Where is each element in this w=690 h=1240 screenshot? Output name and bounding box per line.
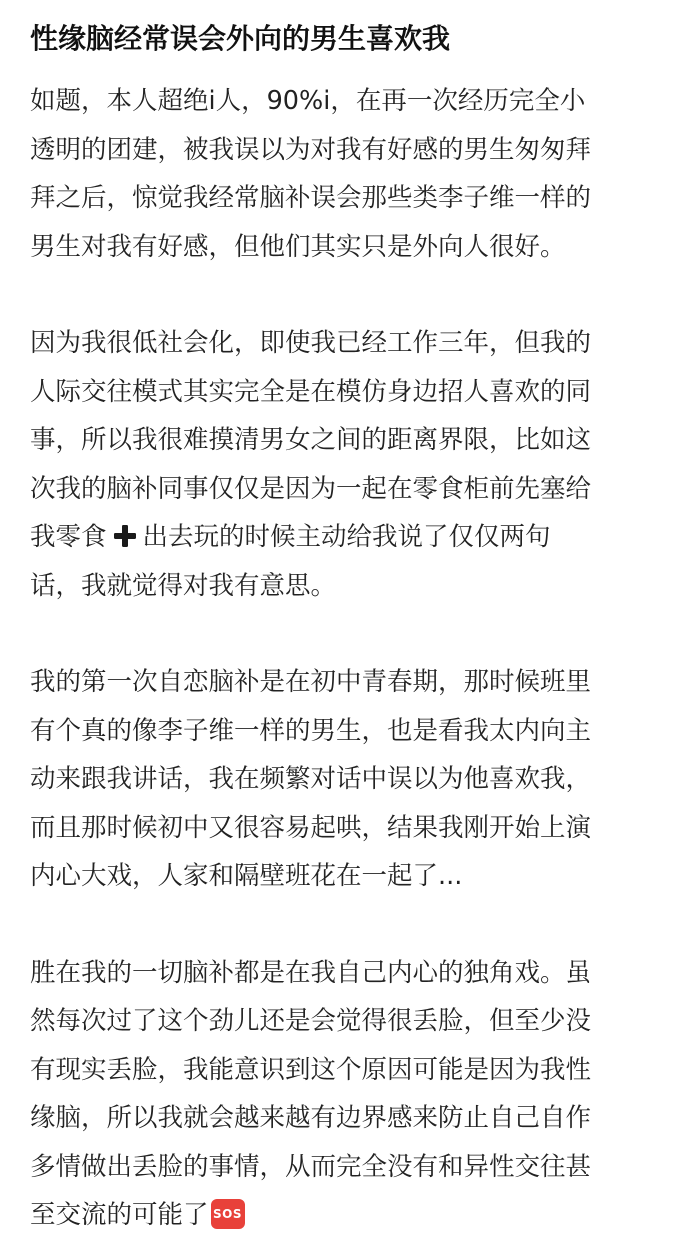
- text-fragment: 出去玩的时候主动给我说了仅仅两句: [142, 522, 551, 552]
- text-line: 如题，本人超绝i人，90%i，在再一次经历完全小: [30, 86, 586, 116]
- text-fragment: 我零食: [30, 522, 107, 552]
- text-line-with-icon: [30, 513, 660, 562]
- text-line: 而且那时候初中又很容易起哄，结果我刚开始上演: [30, 812, 592, 843]
- paragraph-4: [30, 949, 660, 1240]
- paragraph-3: [30, 658, 660, 901]
- post-title: 性缘脑经常误会外向的男生喜欢我: [30, 22, 451, 55]
- text-line: 事，所以我很难摸清男女之间的距离界限，比如这: [30, 425, 592, 455]
- text-line: 有个真的像李子维一样的男生，也是看我太内向主: [30, 715, 592, 746]
- text-line: 透明的团建，被我误以为对我有好感的男生匆匆拜: [30, 134, 592, 165]
- text-line: 胜在我的一切脑补都是在我自己内心的独角戏。虽: [30, 957, 592, 988]
- paragraph-2: [30, 319, 660, 610]
- text-line: 内心大戏，人家和隔壁班花在一起了...: [30, 861, 463, 891]
- heavy-plus-icon: [113, 524, 137, 548]
- text-line: 缘脑，所以我就会越来越有边界感来防止自己自作: [30, 1103, 592, 1133]
- paragraph-1: [30, 77, 660, 271]
- sos-emoji-icon: SOS: [211, 1199, 245, 1229]
- text-line: 男生对我有好感，但他们其实只是外向人很好。: [30, 231, 566, 262]
- text-line: 动来跟我讲话，我在频繁对话中误以为他喜欢我，: [30, 764, 592, 794]
- text-line: 拜之后，惊觉我经常脑补误会那些类李子维一样的: [30, 183, 592, 213]
- text-line: 有现实丢脸，我能意识到这个原因可能是因为我性: [30, 1054, 592, 1085]
- text-line: 我的第一次自恋脑补是在初中青春期，那时候班里: [30, 667, 592, 697]
- text-line: 人际交往模式其实完全是在模仿身边招人喜欢的同: [30, 376, 592, 407]
- text-line: 话，我就觉得对我有意思。: [30, 570, 337, 601]
- text-line: 因为我很低社会化，即使我已经工作三年，但我的: [30, 328, 592, 358]
- post-body: [30, 77, 660, 1240]
- text-fragment: 至交流的可能了: [30, 1200, 209, 1230]
- text-line: 然每次过了这个劲儿还是会觉得很丢脸，但至少没: [30, 1006, 592, 1036]
- text-line-with-icon: [30, 1191, 660, 1240]
- text-line: 多情做出丢脸的事情，从而完全没有和异性交往甚: [30, 1151, 592, 1182]
- text-line: 次我的脑补同事仅仅是因为一起在零食柜前先塞给: [30, 473, 592, 504]
